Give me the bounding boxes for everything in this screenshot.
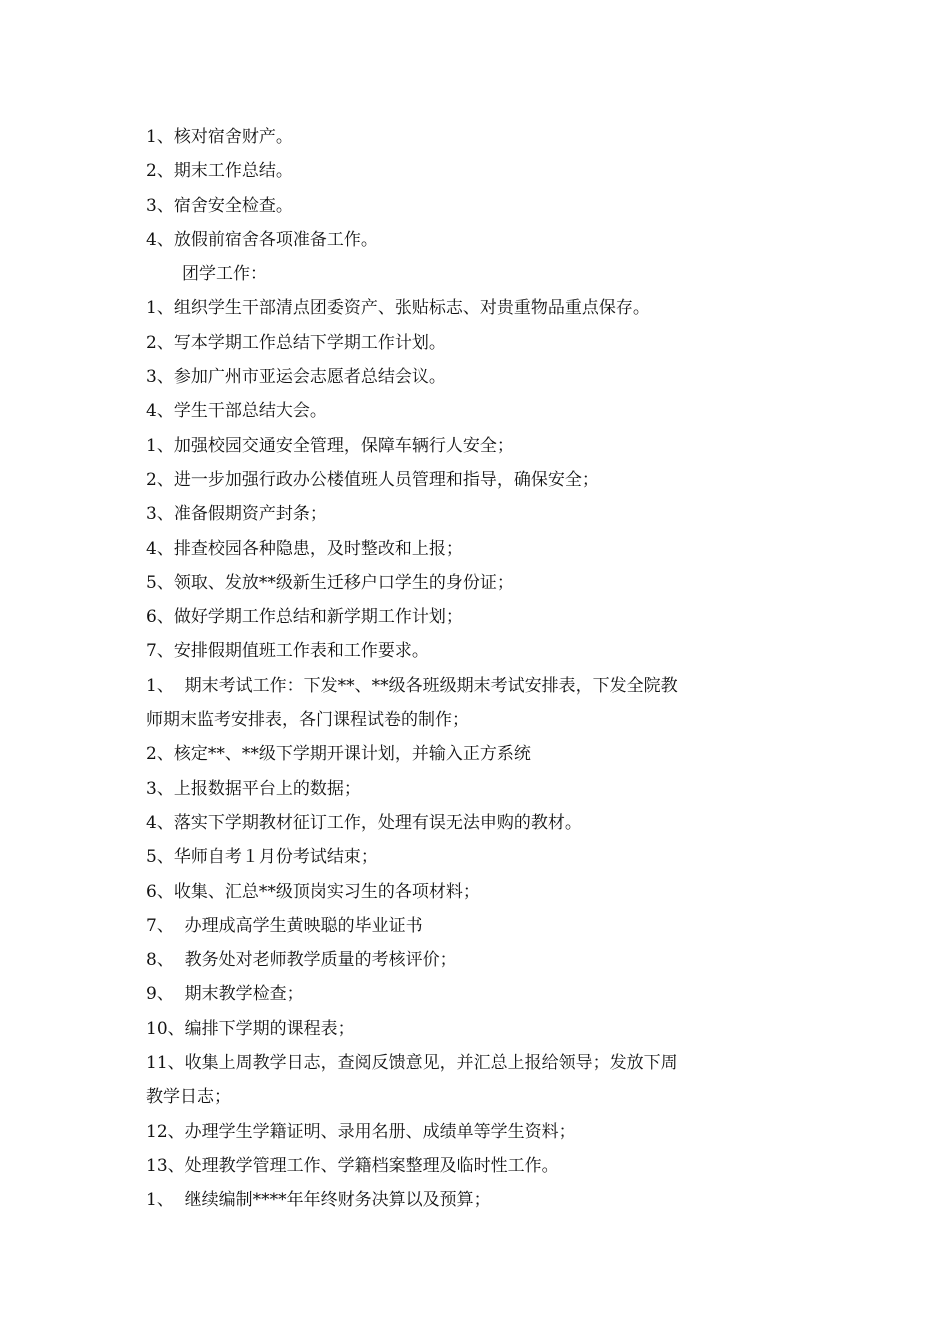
text-line: 1、组织学生干部清点团委资产、张贴标志、对贵重物品重点保存。 [146,298,650,319]
text-line: 4、学生干部总结大会。 [146,401,327,422]
text-line: 4、排查校园各种隐患，及时整改和上报； [146,538,463,559]
text-line: 教学日志； [146,1087,231,1108]
text-line: 5、领取、发放**级新生迁移户口学生的身份证； [146,572,514,593]
text-line: 7、安排假期值班工作表和工作要求。 [146,641,429,662]
text-line: 6、做好学期工作总结和新学期工作计划； [146,607,463,628]
text-line: 7、 办理成高学生黄映聪的毕业证书 [146,915,423,936]
text-line: 10、编排下学期的课程表； [146,1018,355,1039]
text-line: 4、落实下学期教材征订工作，处理有误无法申购的教材。 [146,812,582,833]
text-line: 3、宿舍安全检查。 [146,195,293,216]
text-line: 2、进一步加强行政办公楼值班人员管理和指导，确保安全； [146,469,599,490]
text-line: 4、放假前宿舍各项准备工作。 [146,229,378,250]
text-line: 1、加强校园交通安全管理，保障车辆行人安全； [146,435,514,456]
text-line: 6、收集、汇总**级顶岗实习生的各项材料； [146,881,480,902]
text-line: 5、华师自考１月份考试结束； [146,847,378,868]
text-line: 1、核对宿舍财产。 [146,127,293,147]
text-line: 11、收集上周教学日志，查阅反馈意见，并汇总上报给领导；发放下周 [146,1053,678,1074]
text-line: 1、 继续编制****年年终财务决算以及预算； [146,1190,491,1211]
text-line: 12、办理学生学籍证明、录用名册、成绩单等学生资料； [146,1121,576,1142]
document-body [146,120,756,1218]
section-heading: 团学工作： [182,264,267,285]
text-line: 8、 教务处对老师教学质量的考核评价； [146,950,457,971]
text-line: 2、写本学期工作总结下学期工作计划。 [146,332,446,353]
text-line: 3、上报数据平台上的数据； [146,778,361,799]
text-line: 9、 期末教学检查； [146,984,304,1005]
text-line: 2、核定**、**级下学期开课计划，并输入正方系统 [146,744,531,765]
text-line: 3、参加广州市亚运会志愿者总结会议。 [146,367,446,388]
text-line: 1、 期末考试工作：下发**、**级各班级期末考试安排表，下发全院教 [146,675,678,696]
text-line: 13、处理教学管理工作、学籍档案整理及临时性工作。 [146,1155,559,1176]
text-line: 师期末监考安排表，各门课程试卷的制作； [146,710,469,731]
text-line: 3、准备假期资产封条； [146,504,327,525]
text-line: 2、期末工作总结。 [146,161,293,182]
